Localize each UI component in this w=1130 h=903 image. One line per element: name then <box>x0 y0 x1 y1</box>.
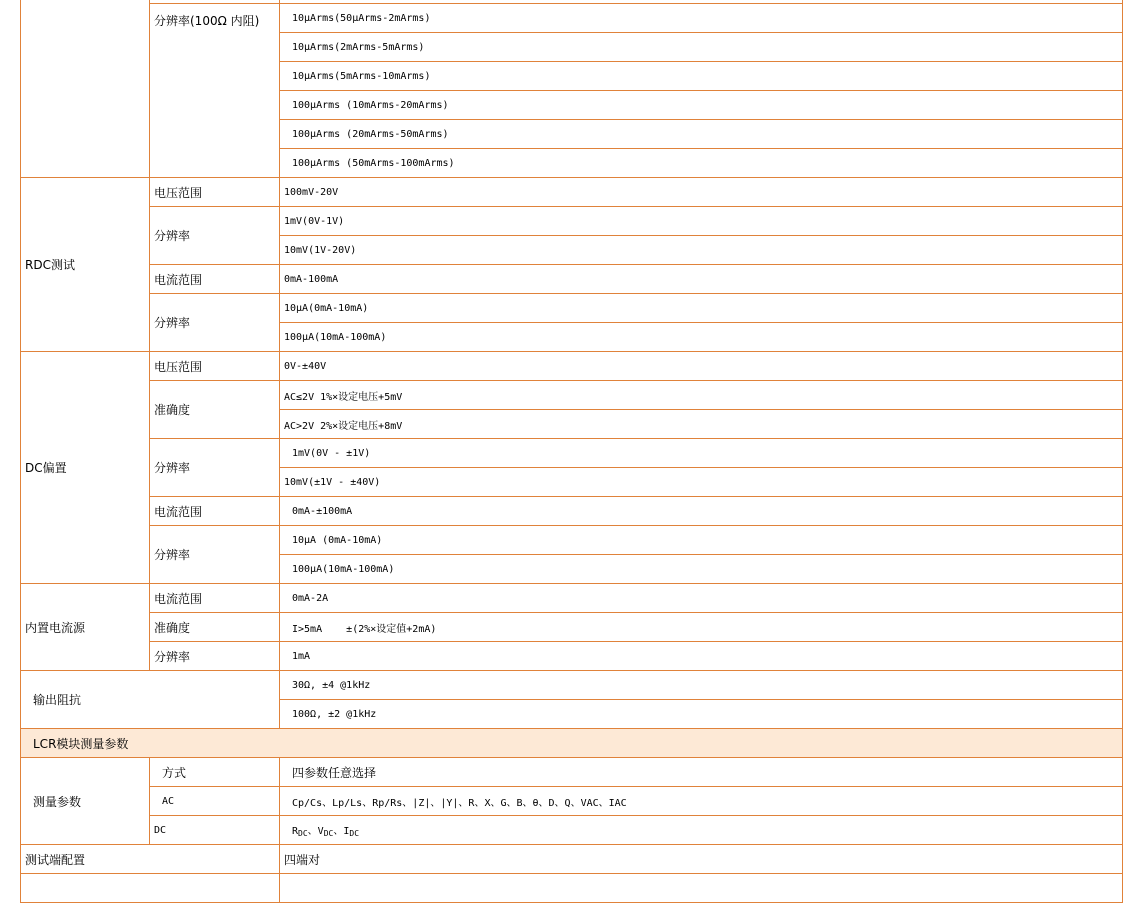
table-row <box>21 816 1123 845</box>
table-row <box>21 207 1123 236</box>
value-cell: 1mV(0V - ±1V) <box>280 439 1123 468</box>
table-row <box>21 787 1123 816</box>
table-row <box>21 352 1123 381</box>
table-row <box>21 584 1123 613</box>
dc-param-r: R <box>292 826 299 837</box>
value-cell: 30Ω, ±4 @1kHz <box>280 671 1123 700</box>
value-cell: Cp/Cs、Lp/Ls、Rp/Rs、|Z|、|Y|、R、X、G、B、θ、D、Q、VAC、IAC <box>280 787 1123 816</box>
value-cell: 四参数任意选择 <box>280 758 1123 787</box>
label-cell: 电压范围 <box>150 352 280 381</box>
value-cell: 100Ω, ±2 @1kHz <box>280 700 1123 729</box>
group-cell: RDC测试 <box>21 178 150 352</box>
table-row <box>21 265 1123 294</box>
dc-param-i: 、I <box>333 826 350 837</box>
value-cell: AC>2V 2%×设定电压+8mV <box>280 410 1123 439</box>
value-cell: 100μArms (50mArms-100mArms) <box>280 149 1123 178</box>
table-row <box>21 4 1123 33</box>
value-cell: I>5mA ±(2%×设定值+2mA) <box>280 613 1123 642</box>
table-row <box>21 381 1123 410</box>
label-cell: 分辨率 <box>150 642 280 671</box>
table-row <box>21 526 1123 555</box>
table-row <box>21 642 1123 671</box>
table-row <box>21 729 1123 758</box>
label-cell: 分辨率 <box>150 439 280 497</box>
table-row <box>21 613 1123 642</box>
value-cell: 100mV-20V <box>280 178 1123 207</box>
label-cell: 分辨率 <box>150 526 280 584</box>
value-cell: 0mA-2A <box>280 584 1123 613</box>
cell <box>280 874 1123 903</box>
table-row <box>21 845 1123 874</box>
label-cell: 测试端配置 <box>21 845 280 874</box>
value-cell: 100μA(10mA-100mA) <box>280 555 1123 584</box>
value-cell: 1mV(0V-1V) <box>280 207 1123 236</box>
value-cell: 10mV(±1V - ±40V) <box>280 468 1123 497</box>
label-cell: 电流范围 <box>150 265 280 294</box>
value-cell: 100μArms (10mArms-20mArms) <box>280 91 1123 120</box>
label-cell: 分辨率 <box>150 207 280 265</box>
value-cell: 100μArms (20mArms-50mArms) <box>280 120 1123 149</box>
label-cell: 输出阻抗 <box>21 671 280 729</box>
group-cell: DC偏置 <box>21 352 150 584</box>
label-cell: AC <box>150 787 280 816</box>
label-cell: 准确度 <box>150 613 280 642</box>
table-row <box>21 671 1123 700</box>
value-cell: AC≤2V 1%×设定电压+5mV <box>280 381 1123 410</box>
table-row <box>21 874 1123 903</box>
table-row <box>21 178 1123 207</box>
label-cell: 电压范围 <box>150 178 280 207</box>
dc-subscript: DC <box>298 829 308 838</box>
table-row <box>21 439 1123 468</box>
group-cell: 内置电流源 <box>21 584 150 671</box>
group-cell: 测量参数 <box>21 758 150 845</box>
label-cell: 分辨率(100Ω 内阻) <box>150 4 280 178</box>
label-cell: 分辨率 <box>150 294 280 352</box>
value-cell: 0V-±40V <box>280 352 1123 381</box>
label-cell: 电流范围 <box>150 584 280 613</box>
value-cell: 10μArms(2mArms-5mArms) <box>280 33 1123 62</box>
value-cell <box>280 816 1123 845</box>
section-header: LCR模块测量参数 <box>21 729 1123 758</box>
table-row <box>21 758 1123 787</box>
label-cell: 准确度 <box>150 381 280 439</box>
value-cell: 10mV(1V-20V) <box>280 236 1123 265</box>
value-cell: 四端对 <box>280 845 1123 874</box>
value-cell: 10μA (0mA-10mA) <box>280 526 1123 555</box>
spec-table <box>20 0 1123 903</box>
label-cell: 电流范围 <box>150 497 280 526</box>
value-cell: 1mA <box>280 642 1123 671</box>
value-cell: 100μA(10mA-100mA) <box>280 323 1123 352</box>
dc-subscript: DC <box>349 829 360 838</box>
dc-subscript: DC <box>323 829 334 838</box>
group-cell <box>21 0 150 178</box>
dc-param-v: 、V <box>307 826 324 837</box>
table-row <box>21 294 1123 323</box>
value-cell: 0mA-100mA <box>280 265 1123 294</box>
label-cell: DC <box>150 816 280 845</box>
table-row <box>21 497 1123 526</box>
label-cell: 方式 <box>150 758 280 787</box>
cell <box>21 874 280 903</box>
value-cell: 10μArms(50μArms-2mArms) <box>280 4 1123 33</box>
value-cell: 10μArms(5mArms-10mArms) <box>280 62 1123 91</box>
value-cell: 10μA(0mA-10mA) <box>280 294 1123 323</box>
value-cell: 0mA-±100mA <box>280 497 1123 526</box>
